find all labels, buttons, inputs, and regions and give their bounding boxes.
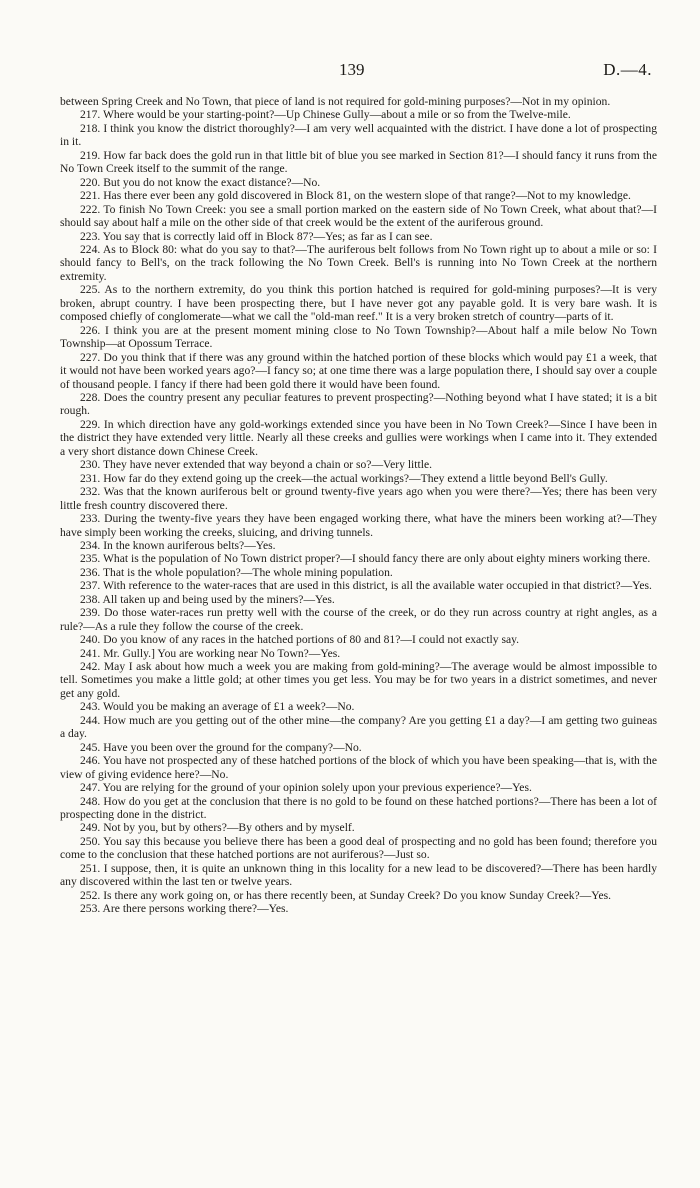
- paragraph: 230. They have never extended that way beyond a chain or so?—Very little.: [80, 458, 432, 472]
- paragraph: 243. Would you be making an average of £1 a week?—No.: [80, 700, 355, 714]
- paragraph: 228. Does the country present any peculiar features to prevent prospecting?—Nothing beyond what I have stated; it is a bit rough.: [60, 390, 657, 418]
- paragraph: 221. Has there ever been any gold discovered in Block 81, on the western slope of that range?—Not to my knowledge.: [80, 189, 631, 203]
- paragraph: 226. I think you are at the present moment mining close to No Town Township?—About half a mile below No Town Township—at Opossum Terrace.: [60, 323, 657, 351]
- paragraph: 227. Do you think that if there was any ground within the hatched portion of these blocks which would pay £1 a week, that it would not have been worked years ago?—I fancy so; at one time there was a large population there, I should say over a couple of thousand people. I fancy if there had been gold there it would have been found.: [60, 350, 657, 391]
- paragraph: between Spring Creek and No Town, that piece of land is not required for gold-mining purposes?—Not in my opinion.: [60, 95, 611, 108]
- paragraph: 240. Do you know of any races in the hatched portions of 80 and 81?—I could not exactly say.: [80, 633, 520, 647]
- paragraph: 251. I suppose, then, it is quite an unknown thing in this locality for a new lead to be discovered?—There has been hardly any discovered within the last ten or twelve years.: [60, 861, 657, 889]
- paragraph: 237. With reference to the water-races that are used in this district, is all the available water occupied in that district?—Yes.: [80, 579, 652, 593]
- paragraph: 235. What is the population of No Town district proper?—I should fancy there are only about eighty miners working there.: [80, 552, 651, 566]
- paragraph: 250. You say this because you believe there has been a good deal of prospecting and no gold has been found; therefore you come to the conclusion that these hatched portions are not auriferous?—Just so.: [60, 834, 657, 862]
- page-number: 139: [339, 60, 365, 79]
- paragraph: 234. In the known auriferous belts?—Yes.: [80, 538, 276, 552]
- paragraph: 229. In which direction have any gold-workings extended since you have been in No Town Creek?—Since I have been in the district they have extended very little. Nearly all these creeks and gullies were workings when I came into it. They extended a very short distance down Chinese Creek.: [60, 417, 657, 458]
- paragraph: 231. How far do they extend going up the creek—the actual workings?—They extend a little beyond Bell's Gully.: [80, 471, 608, 485]
- paragraph: 252. Is there any work going on, or has there recently been, at Sunday Creek? Do you know Sunday Creek?—Yes.: [80, 888, 612, 902]
- paragraph: 249. Not by you, but by others?—By others and by myself.: [80, 821, 355, 835]
- page-header: [60, 60, 660, 80]
- paragraph: 223. You say that is correctly laid off in Block 87?—Yes; as far as I can see.: [80, 229, 433, 243]
- paragraph: 219. How far back does the gold run in that little bit of blue you see marked in Section 81?—I should fancy it runs from the No Town Creek itself to the summit of the range.: [60, 148, 657, 176]
- paragraph: 217. Where would be your starting-point?—Up Chinese Gully—about a mile or so from the Twelve-mile.: [80, 108, 571, 122]
- paragraph: 253. Are there persons working there?—Yes.: [80, 902, 289, 916]
- paragraph: 233. During the twenty-five years they have been engaged working there, what have the miners been working at?—They have simply been working the creeks, sluicing, and driving tunnels.: [60, 512, 657, 539]
- paragraph: 238. All taken up and being used by the miners?—Yes.: [80, 592, 335, 606]
- paragraph: 247. You are relying for the ground of your opinion solely upon your previous experience?—Yes.: [80, 781, 532, 795]
- paragraph: 248. How do you get at the conclusion that there is no gold to be found on these hatched portions?—There has been a lot of prospecting done in the district.: [60, 794, 657, 822]
- paragraph: 225. As to the northern extremity, do you think this portion hatched is required for gold-mining purposes?—It is very broken, abrupt country. I have been prospecting there, but I have never got any payable gold. It is very bare wash. It is composed chiefly of conglomerate—what we call the "old-man reef." It is a very broken stretch of country—parts of it.: [60, 283, 657, 324]
- paragraph: 236. That is the whole population?—The whole mining population.: [80, 565, 393, 579]
- paragraph: 222. To finish No Town Creek: you see a small portion marked on the eastern side of No Town Creek, what about that?—I should say about half a mile on the other side of that creek would be the extent of the auriferous ground.: [60, 202, 657, 230]
- paragraph: 244. How much are you getting out of the other mine—the company? Are you getting £1 a day?—I am getting two guineas a day.: [60, 713, 657, 741]
- document-code: D.—4.: [603, 60, 652, 79]
- paragraph: 245. Have you been over the ground for the company?—No.: [80, 740, 362, 754]
- paragraph: 241. Mr. Gully.] You are working near No Town?—Yes.: [80, 646, 341, 660]
- body-text: [60, 95, 657, 916]
- paragraph: 224. As to Block 80: what do you say to that?—The auriferous belt follows from No Town right up to about a mile or so: I should fancy to Bell's, on the track following the No Town Creek. Bell's is running into No Town Creek at the northern extremity.: [60, 242, 657, 283]
- paragraph: 218. I think you know the district thoroughly?—I am very well acquainted with the district. I have done a lot of prospecting in it.: [60, 121, 657, 149]
- paragraph: 246. You have not prospected any of these hatched portions of the block of which you have been speaking—that is, with the view of giving evidence here?—No.: [60, 754, 657, 781]
- paragraph: 239. Do those water-races run pretty well with the course of the creek, or do they run across country at right angles, as a rule?—As a rule they follow the course of the creek.: [60, 606, 657, 633]
- paragraph: 220. But you do not know the exact distance?—No.: [80, 175, 321, 189]
- paragraph: 242. May I ask about how much a week you are making from gold-mining?—The average would be almost impossible to tell. Sometimes you make a little gold; at other times you get less. You may be for two years in a district sometimes, and never get any gold.: [60, 660, 657, 700]
- paragraph: 232. Was that the known auriferous belt or ground twenty-five years ago when you were there?—Yes; there has been very little fresh country discovered there.: [60, 485, 657, 512]
